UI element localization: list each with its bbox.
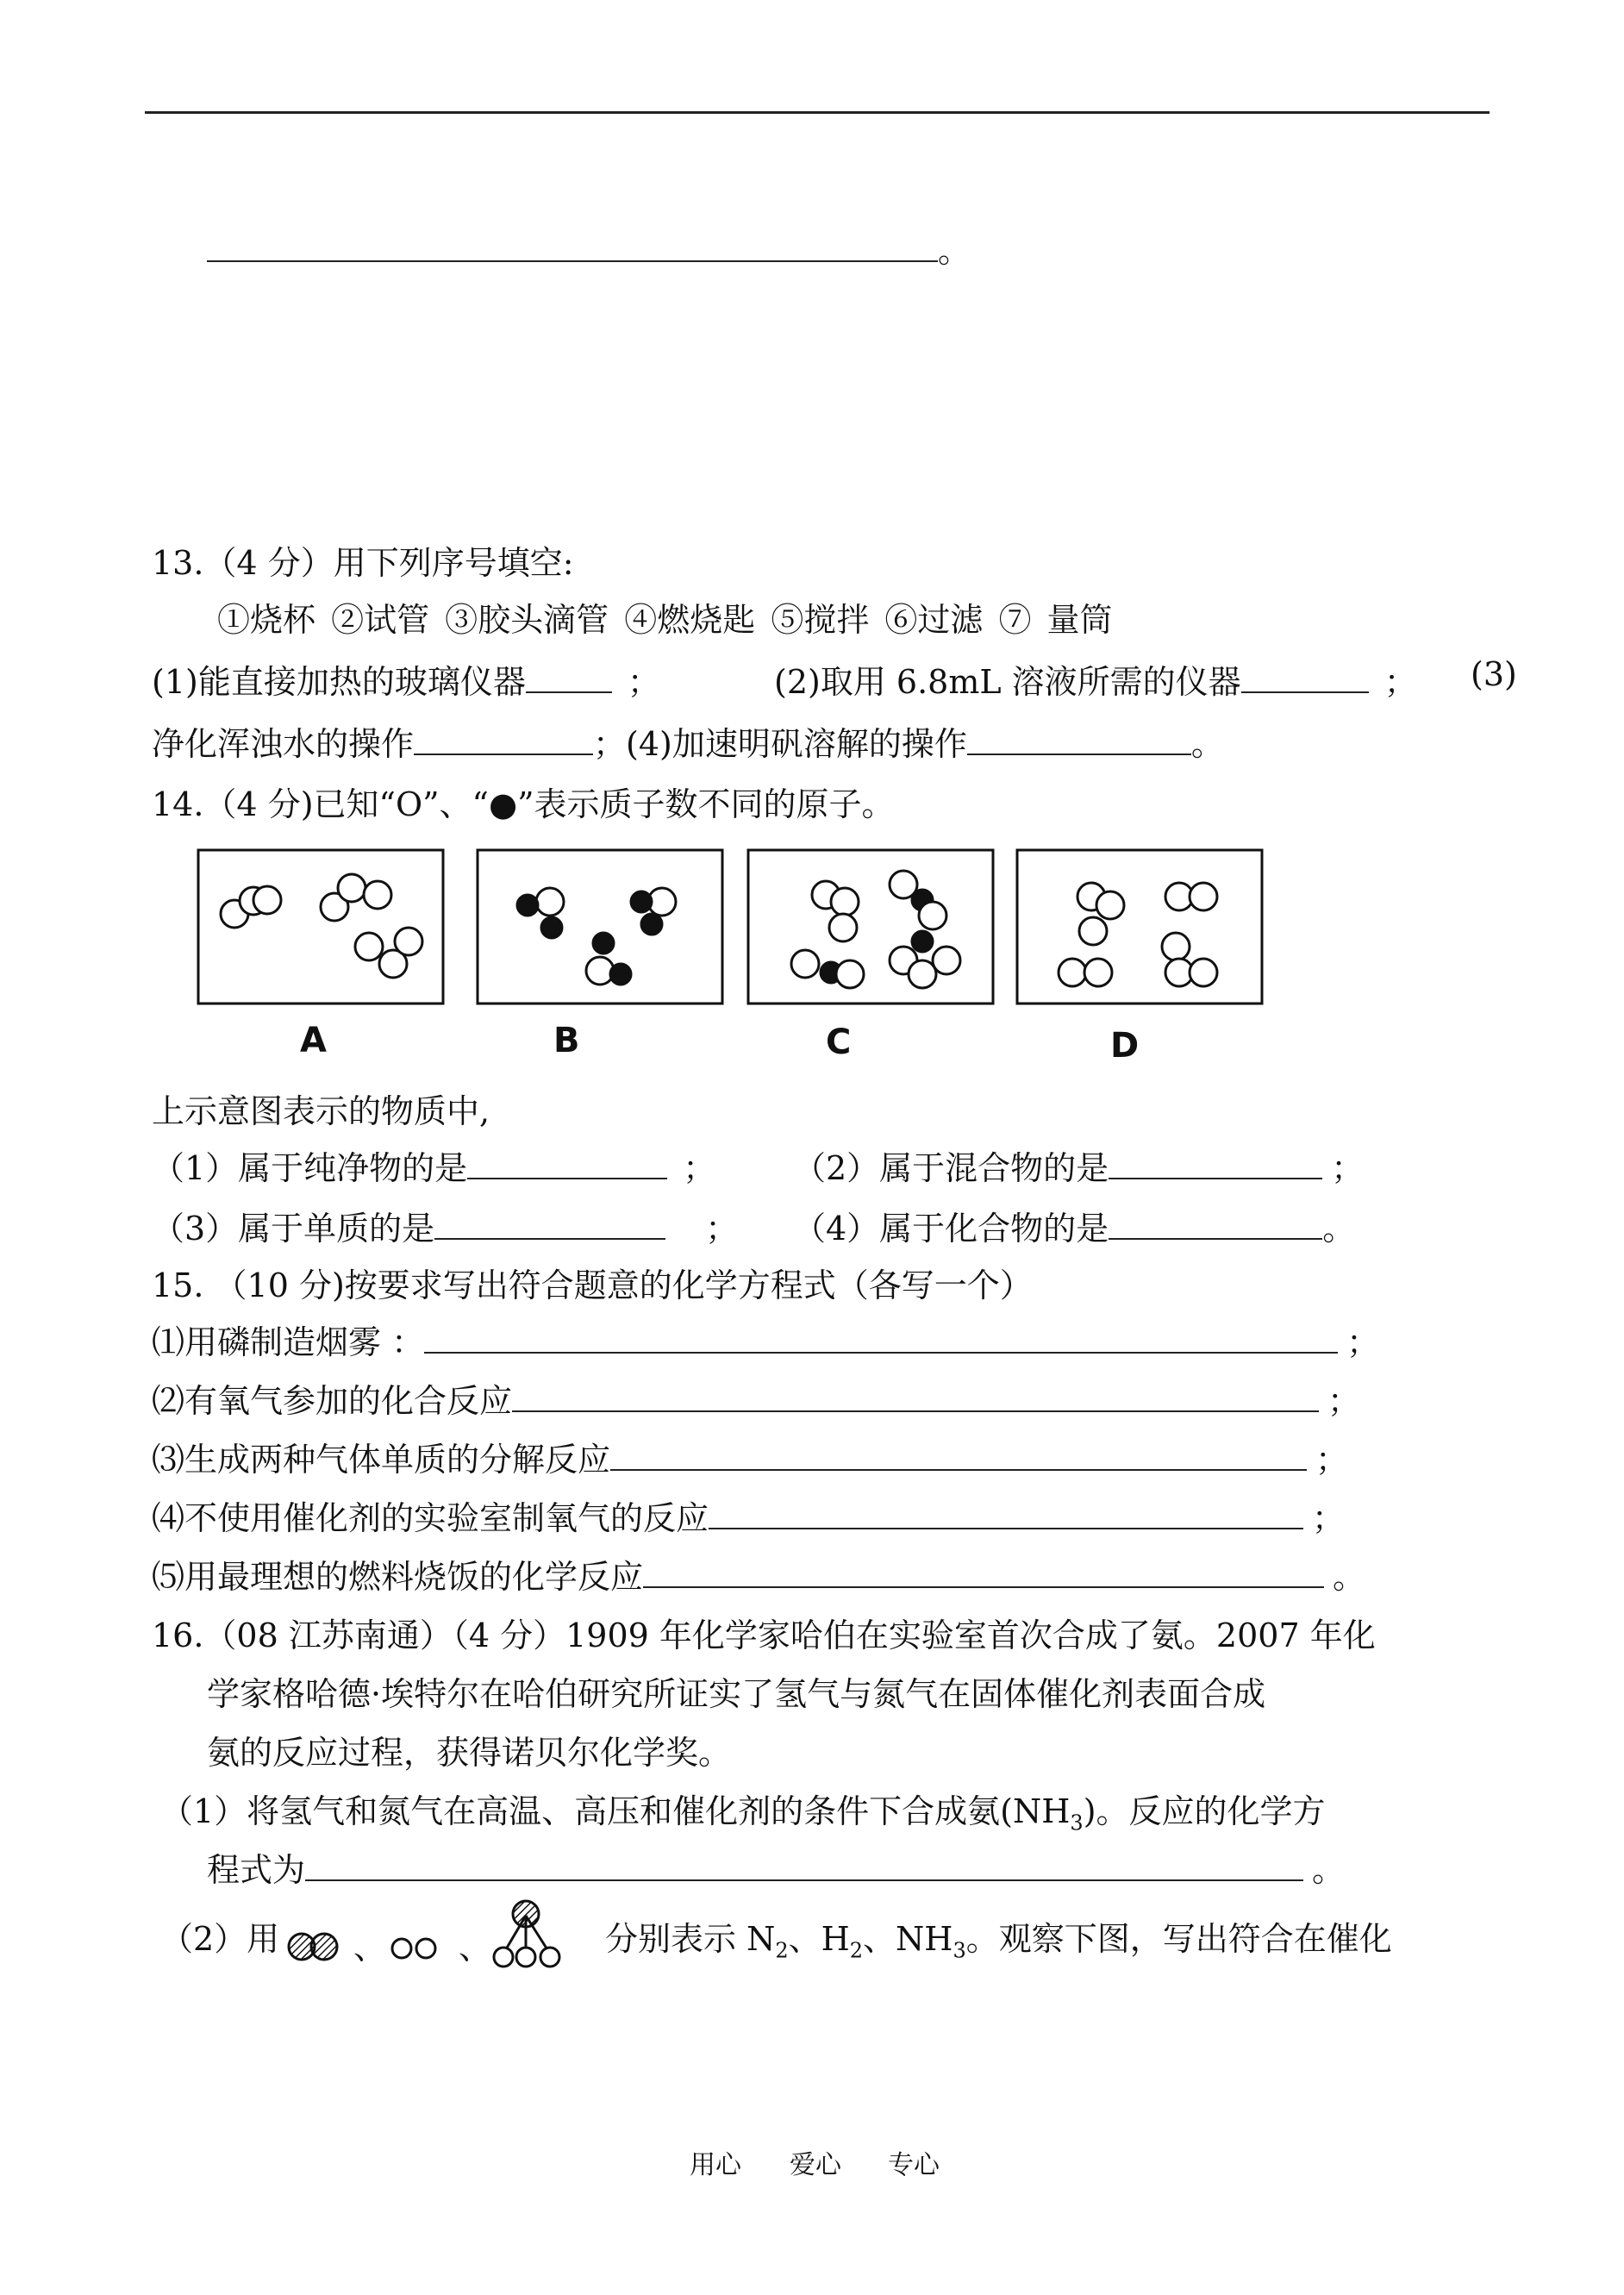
- q15-item-2: ⑵有氧气参加的化合反应 ；: [152, 1382, 1361, 1420]
- q13-line1: (1)能直接加热的玻璃仪器 ；: [152, 663, 660, 701]
- q13-line2: 净化浑浊水的操作 ；(4)加速明矾溶解的操作 。: [152, 725, 1224, 763]
- q15-heading: 15. （10 分)按要求写出符合题意的化学方程式（各写一个）: [152, 1266, 1033, 1304]
- q14-intro: 上示意图表示的物质中,: [152, 1092, 490, 1130]
- q16-line1: 16.（08 江苏南通）（4 分）1909 年化学家哈伯在实验室首次合成了氨。2007 年化: [152, 1617, 1376, 1654]
- q13-s3-number: (3): [1471, 655, 1517, 693]
- box-c: [748, 850, 993, 1004]
- q14-s2: （2）属于混合物的是 ；: [793, 1149, 1365, 1187]
- q16-line2: 学家格哈德·埃特尔在哈伯研究所证实了氢气与氮气在固体催化剂表面合成: [207, 1675, 1266, 1713]
- q14-s3: （3）属于单质的是 ；: [152, 1210, 739, 1248]
- q16-s2-text: 分别表示 $N_2$、$H_2$、$NH_3$。观察下图，写出符合在催化: [605, 1920, 1392, 1963]
- q16-s1-equation: 程式为 。: [207, 1851, 1346, 1889]
- h2-molecule-icon: [388, 1936, 448, 1962]
- q14-s1: （1）属于纯净物的是 ；: [152, 1149, 716, 1187]
- q13-heading: 13.（4 分）用下列序号填空:: [152, 544, 574, 582]
- q15-item-5: ⑸用最理想的燃料烧饭的化学反应 。: [152, 1558, 1366, 1596]
- q15-item-4: ⑷不使用催化剂的实验室制氧气的反应 ；: [152, 1499, 1346, 1537]
- footer-3: 专心: [888, 2150, 940, 2180]
- q16-s1: （1）将氢气和氮气在高温、高压和催化剂的条件下合成氨$(NH_3)$。反应的化学方: [160, 1792, 1326, 1835]
- label-c: C: [826, 1022, 852, 1062]
- label-a: A: [300, 1021, 327, 1060]
- molecules-b: [517, 888, 676, 985]
- answer-line-top: 。: [207, 224, 971, 272]
- header-rule: [145, 111, 1490, 114]
- q16-s2-sep1: 、: [353, 1929, 387, 1967]
- footer-2: 爱心: [790, 2150, 841, 2180]
- footer-1: 用心: [690, 2150, 741, 2180]
- q15-item-1: ⑴用磷制造烟雾 ： ；: [152, 1323, 1380, 1361]
- molecules-c: [791, 871, 960, 988]
- molecules-a: [221, 874, 422, 978]
- q13-options: ①烧杯 ②试管 ③胶头滴管 ④燃烧匙 ⑤搅拌 ⑥过滤 ⑦ 量筒: [217, 601, 1113, 639]
- box-d: [1017, 850, 1262, 1004]
- q14-s4: （4）属于化合物的是 。: [793, 1210, 1356, 1248]
- nh3-molecule-icon: [484, 1897, 571, 1974]
- q16-line3: 氨的反应过程，获得诺贝尔化学奖。: [207, 1734, 732, 1772]
- q16-s2-label: （2）用: [160, 1920, 280, 1958]
- molecules-d: [1059, 883, 1217, 986]
- label-d: D: [1110, 1026, 1140, 1066]
- q16-s2-sep2: 、: [459, 1929, 492, 1967]
- q14-heading: 14.（4 分)已知“O”、“●”表示质子数不同的原子。: [152, 785, 895, 823]
- n2-molecule-icon: [284, 1931, 353, 1962]
- label-b: B: [553, 1021, 580, 1060]
- q13-line1b: (2)取用 6.8mL 溶液所需的仪器 ；: [774, 663, 1417, 701]
- q15-item-3: ⑶生成两种气体单质的分解反应 ；: [152, 1441, 1349, 1479]
